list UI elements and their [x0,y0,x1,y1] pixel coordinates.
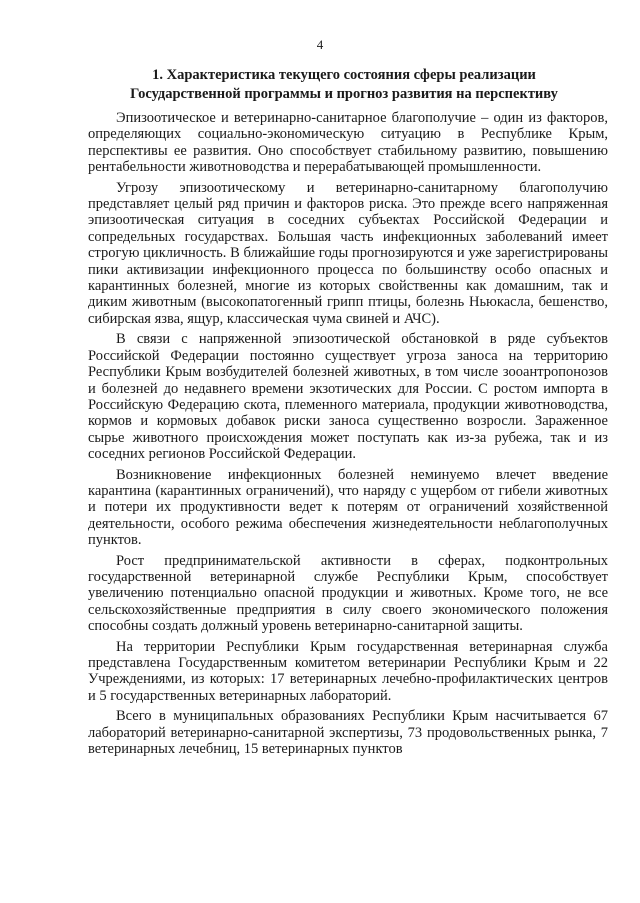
page-number: 4 [316,37,324,52]
body-text [88,110,608,757]
paragraph-7: Всего в муниципальных образованиях Республики Крым насчитывается 67 лабораторий ветеринарно-санитарной экспертизы, 73 продовольственных рынка, 7 ветеринарных лечебниц, 15 ветеринарных пунктов [88,708,608,758]
section-heading-line-1: 1. Характеристика текущего состояния сферы реализации [152,67,536,83]
section-heading-line-2: Государственной программы и прогноз развития на перспективу [130,86,558,102]
section-heading [80,66,608,104]
paragraph-1: Эпизоотическое и ветеринарно-санитарное благополучие – один из факторов, определяющих социально-экономическую ситуацию в Республике Крым, перспективы ее развития. Оно способствует стабильному развитию, повышению рентабельности животноводства и перерабатывающей промышленности. [88,110,608,176]
paragraph-6: На территории Республики Крым государственная ветеринарная служба представлена Государственным комитетом ветеринарии Республики Крым и 22 Учреждениями, из которых: 17 ветеринарных лечебно-профилактических центров и 5 государственных ветеринарных лабораторий. [88,638,608,704]
paragraph-3: В связи с напряженной эпизоотической обстановкой в ряде субъектов Российской Федерации постоянно существует угроза заноса на территорию Республики Крым возбудителей болезней животных, в том числе зооантропонозов и болезней до недавнего времени экзотических для России. С ростом импорта в Российскую Федерацию скота, племенного материала, продукции животноводства, кормов и кормовых добавок риски заноса существенно возросли. Зараженное сырье животного происхождения может поступать как из-за рубежа, так и из соседних регионов Российской Федерации. [88,331,608,463]
paragraph-5: Рост предпринимательской активности в сферах, подконтрольных государственной ветеринарной службе Республики Крым, способствует увеличению потенциально опасной продукции и животных. Кроме того, не все сельскохозяйственные предприятия в силу своего экономического положения способны создать должный уровень ветеринарно-санитарной защиты. [88,552,608,635]
paragraph-4: Возникновение инфекционных болезней неминуемо влечет введение карантина (карантинных ограничений), что наряду с ущербом от гибели животных и потери их продуктивности ведет к потерям от ограничений хозяйственной деятельности, особого режима обеспечения жизнедеятельности неблагополучных пунктов. [88,466,608,549]
paragraph-2: Угрозу эпизоотическому и ветеринарно-санитарному благополучию представляет целый ряд причин и факторов риска. Это прежде всего напряженная эпизоотическая ситуация в соседних субъектах Российской Федерации и сопредельных государствах. Большая часть инфекционных заболеваний имеет строгую цикличность. В ближайшие годы прогнозируются и уже зарегистрированы пики активизации инфекционного процесса по большинству особо опасных и карантинных болезней, многие из которых свойственны как домашним, так и диким животным (высокопатогенный грипп птицы, болезнь Ньюкасла, бешенство, сибирская язва, ящур, классическая чума свиней и АЧС). [88,179,608,327]
